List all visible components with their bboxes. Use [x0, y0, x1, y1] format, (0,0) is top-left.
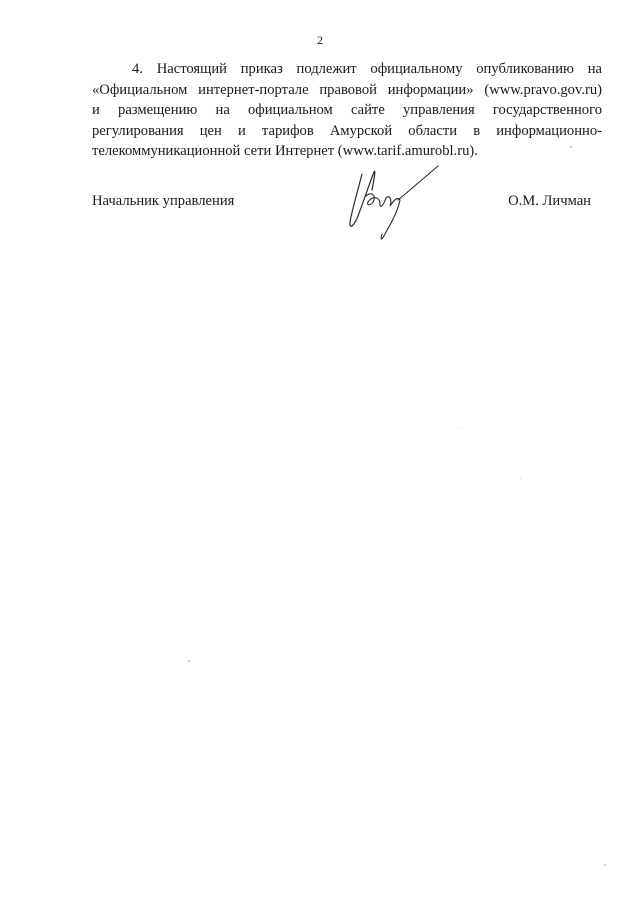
page-number: 2 — [317, 33, 323, 47]
paragraph-line: «Официальном интернет-портале правовой информации» (www.pravo.gov.ru) — [92, 81, 602, 98]
signatory-name: О.М. Личман — [508, 193, 591, 209]
scan-speck — [570, 146, 572, 148]
scan-speck — [520, 478, 521, 479]
paragraph-line: и размещению на официальном сайте управления государственного — [92, 102, 602, 118]
scan-speck — [458, 428, 459, 429]
paragraph-line: регулирования цен и тарифов Амурской области в информационно- — [92, 122, 602, 139]
scan-speck — [604, 864, 606, 866]
handwritten-signature — [340, 160, 445, 245]
signatory-title: Начальник управления — [92, 193, 235, 209]
order-paragraph — [92, 59, 602, 162]
paragraph-line: телекоммуникационной сети Интернет (www.tarif.amurobl.ru). — [92, 143, 478, 159]
paragraph-line: 4. Настоящий приказ подлежит официальному опубликованию на — [132, 61, 602, 77]
scan-speck — [188, 660, 190, 662]
